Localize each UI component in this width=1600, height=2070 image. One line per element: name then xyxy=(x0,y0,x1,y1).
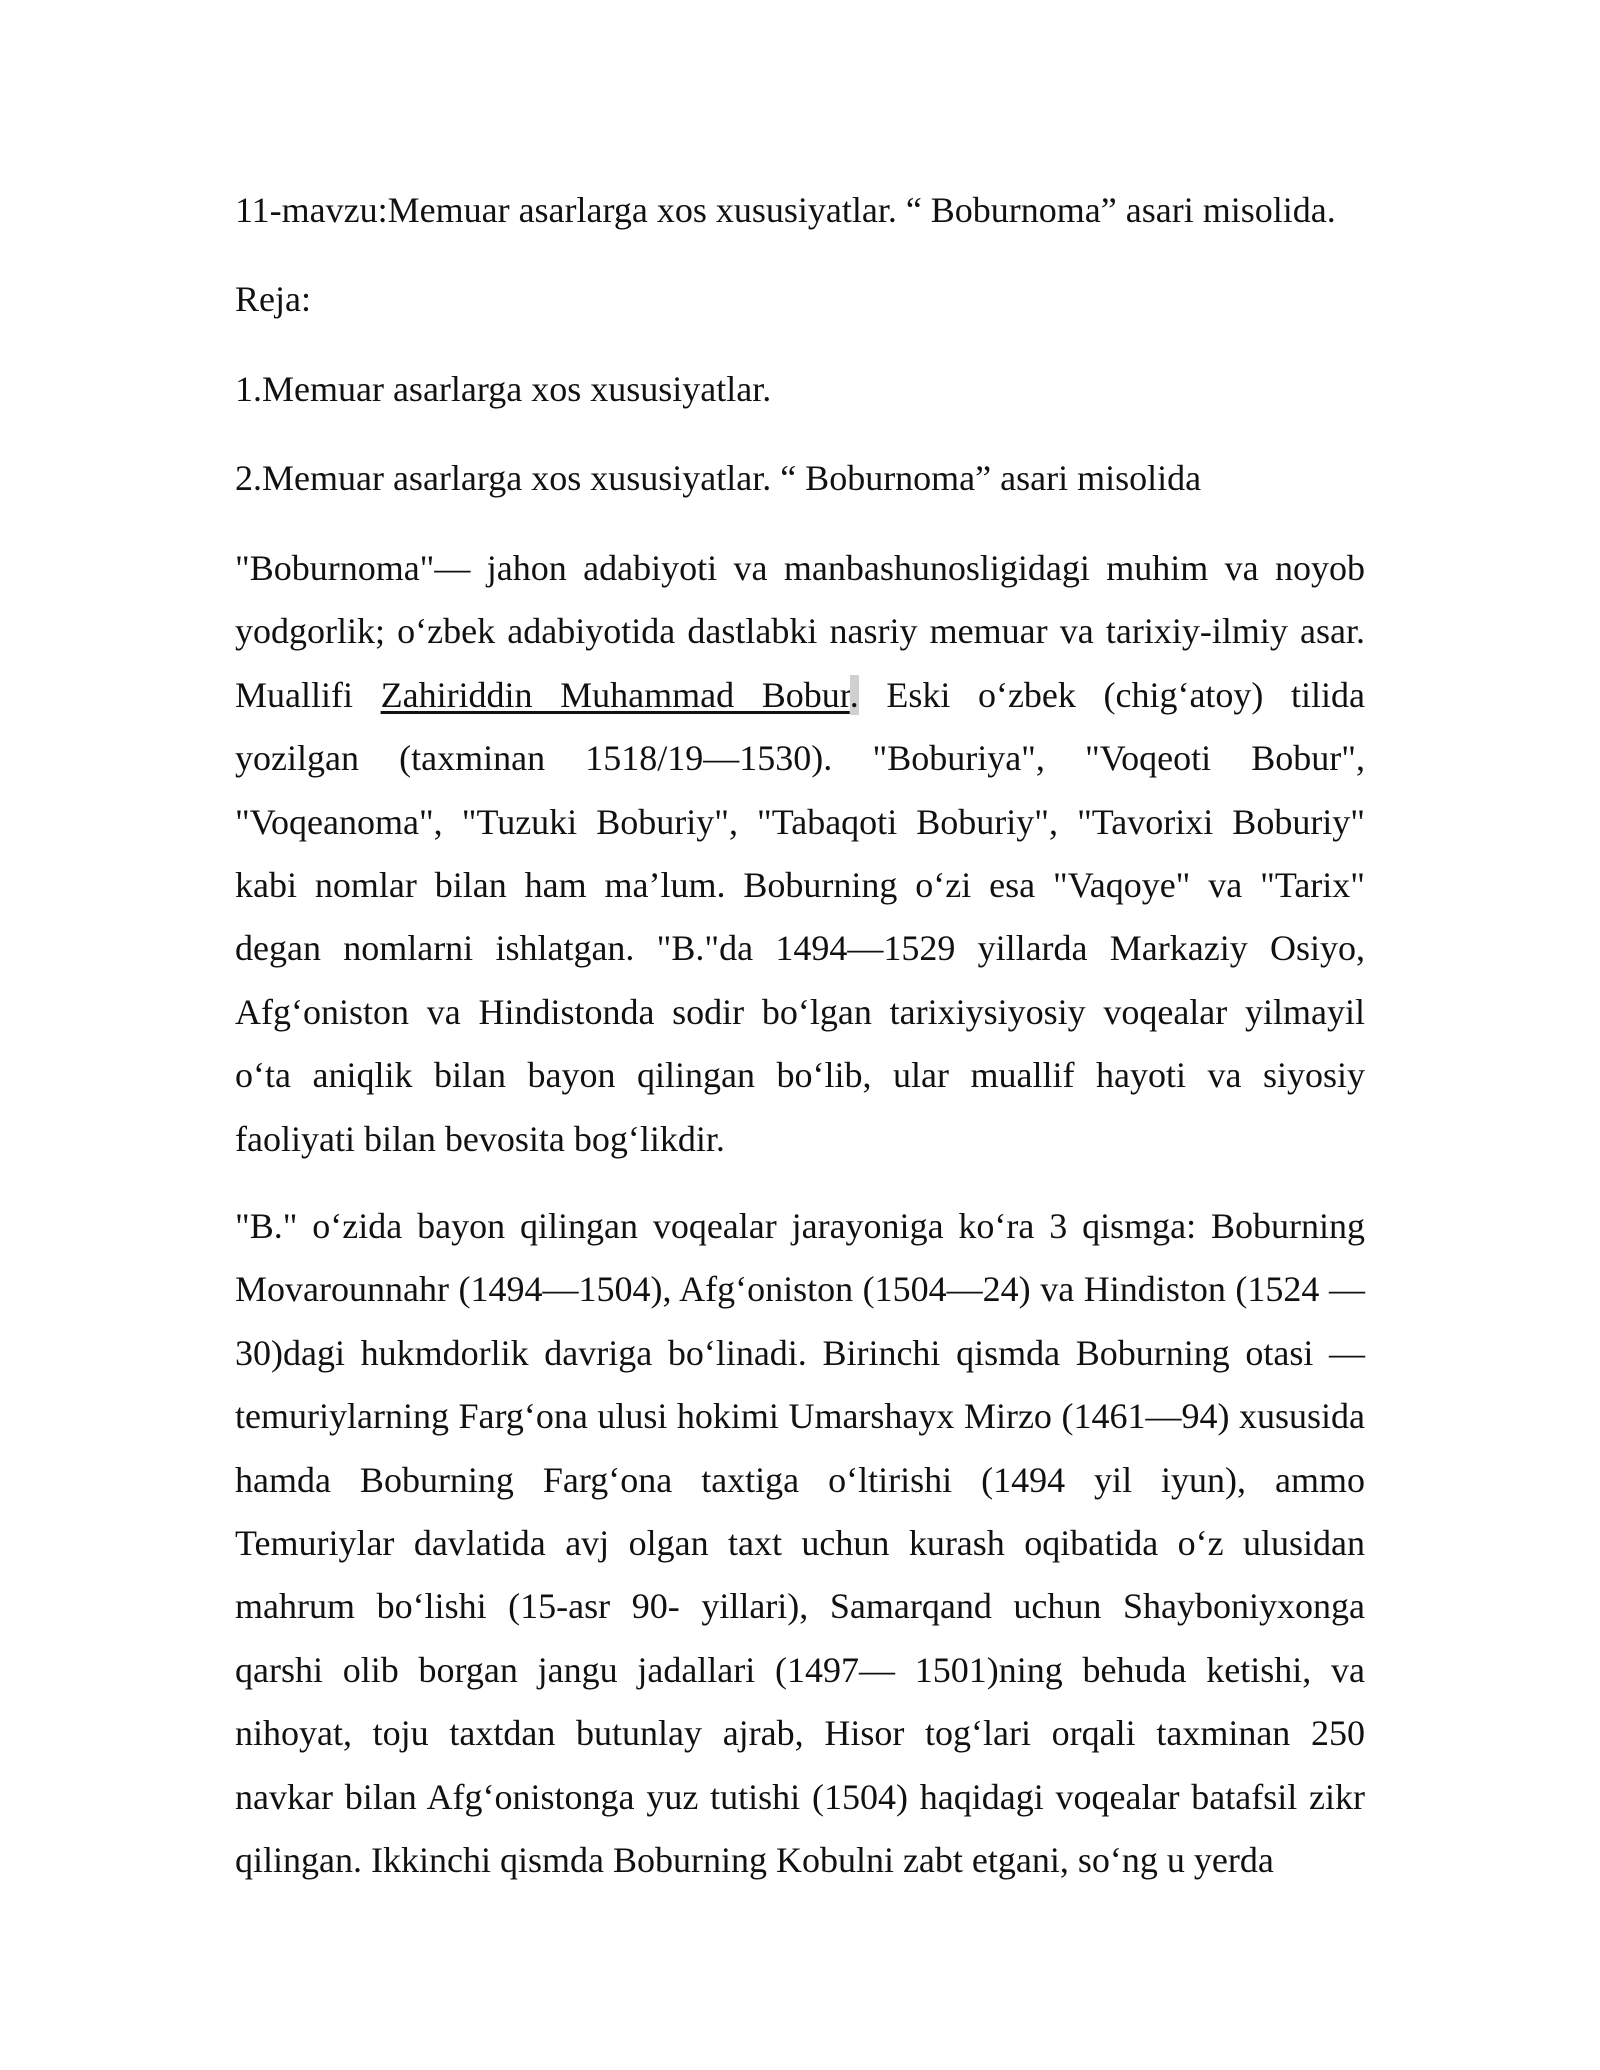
plan-item-2: 2.Memuar asarlarga xos xususiyatlar. “ Boburnoma” asari misolida xyxy=(235,458,1202,498)
paragraph-boburnoma-intro xyxy=(235,537,1365,1171)
plan-label: Reja: xyxy=(235,279,311,319)
paragraph-text-before-link: "Boburnoma"— jahon adabiyoti va manbashunosligidagi muhim va noyob yodgorlik; o‘zbek adabiyotida dastlabki nasriy memuar va tarixiy-ilmiy asar. Muallifi xyxy=(235,548,1365,715)
topic-heading: 11-mavzu:Memuar asarlarga xos xususiyatlar. “ Boburnoma” asari misolida. xyxy=(235,190,1336,230)
plan-item-1: 1.Memuar asarlarga xos xususiyatlar. xyxy=(235,369,772,409)
paragraph-boburnoma-parts: "B." o‘zida bayon qilingan voqealar jarayoniga ko‘ra 3 qismga: Boburning Movarounnahr (1494—1504), Afg‘oniston (1504—24) va Hindiston (1524 — 30)dagi hukmdorlik davriga bo‘linadi. Birinchi qismda Boburning otasi — temuriylarning Farg‘ona ulusi hokimi Umarshayx Mirzo (1461—94) xususida hamda Boburning Farg‘ona taxtiga o‘ltirishi (1494 yil iyun), ammo Temuriylar davlatida avj olgan taxt uchun kurash oqibatida o‘z ulusidan mahrum bo‘lishi (15-asr 90- yillari), Samarqand uchun Shayboniyxonga qarshi olib borgan jangu jadallari (1497— 1501)ning behuda ketishi, va nihoyat, toju taxtdan butunlay ajrab, Hisor tog‘lari orqali taxminan 250 navkar bilan Afg‘onistonga yuz tutishi (1504) haqidagi voqealar batafsil zikr qilingan. Ikkinchi qismda Boburning Kobulni zabt etgani, so‘ng u yerda xyxy=(235,1206,1365,1881)
paragraph-text-after-link: Eski o‘zbek (chig‘atoy) tilida yozilgan (taxminan 1518/19—1530). "Boburiya", "Voqeoti Bobur", "Voqeanoma", "Tuzuki Boburiy", "Tabaqoti Boburiy", "Tavorixi Boburiy" kabi nomlar bilan ham ma’lum. Boburning o‘zi esa "Vaqoye" va "Tarix" degan nomlarni ishlatgan. "B."da 1494—1529 yillarda Markaziy Osiyo, Afg‘oniston va Hindistonda sodir bo‘lgan tarixiysiyosiy voqealar yilmayil o‘ta aniqlik bilan bayon qilingan bo‘lib, ular muallif hayoti va siyosiy faoliyati bilan bevosita bog‘likdir. xyxy=(235,674,1366,1159)
highlight-mark: . xyxy=(849,674,859,715)
author-link[interactable]: Zahiriddin Muhammad Bobur xyxy=(380,674,850,715)
